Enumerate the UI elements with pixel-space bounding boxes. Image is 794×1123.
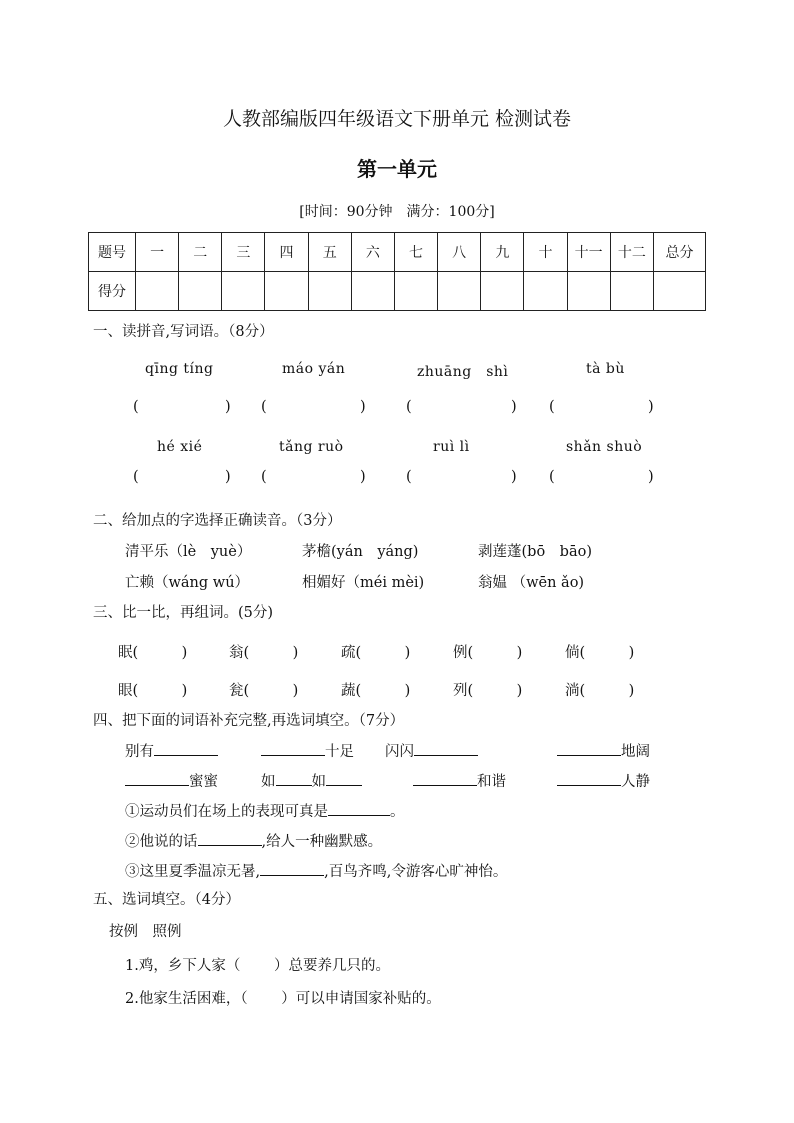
fill-blank[interactable] bbox=[328, 801, 390, 816]
answer-paren-open: ( bbox=[133, 469, 139, 485]
table-cell: 七 bbox=[394, 233, 437, 272]
answer-paren-close: ) bbox=[225, 469, 231, 485]
score-input-cell[interactable] bbox=[438, 272, 481, 311]
score-table-header-row bbox=[89, 233, 706, 272]
table-cell: 六 bbox=[351, 233, 394, 272]
section-3-heading: 三、比一比，再组词。(5分) bbox=[93, 605, 274, 621]
score-input-cell[interactable] bbox=[179, 272, 222, 311]
score-input-cell[interactable] bbox=[567, 272, 610, 311]
idiom-fill: 十足 bbox=[261, 740, 354, 761]
score-input-cell[interactable] bbox=[265, 272, 308, 311]
fill-sentence: 2.他家生活困难，（ ）可以申请国家补贴的。 bbox=[125, 991, 441, 1007]
idiom-fill: 地阔 bbox=[557, 740, 650, 761]
table-cell: 五 bbox=[308, 233, 351, 272]
exam-title: 人教部编版四年级语文下册单元 检测试卷 bbox=[222, 108, 572, 130]
reading-choice: 翁媪 （wēn ǎo) bbox=[478, 575, 585, 591]
fill-blank[interactable] bbox=[125, 771, 189, 786]
unit-title: 第一单元 bbox=[357, 157, 437, 181]
word-compare-item: 例( ) bbox=[453, 645, 523, 661]
answer-paren-open: ( bbox=[549, 399, 555, 415]
score-input-cell[interactable] bbox=[610, 272, 653, 311]
table-cell: 十 bbox=[524, 233, 567, 272]
score-input-cell[interactable] bbox=[524, 272, 567, 311]
score-input-cell[interactable] bbox=[351, 272, 394, 311]
score-table bbox=[88, 232, 706, 311]
answer-paren-close: ) bbox=[360, 469, 366, 485]
table-cell: 得分 bbox=[89, 272, 136, 311]
table-cell: 题号 bbox=[89, 233, 136, 272]
pinyin: qīng tíng bbox=[145, 361, 214, 377]
idiom-fill: 和谐 bbox=[413, 770, 506, 791]
idiom-fill: 人静 bbox=[557, 770, 650, 791]
fill-blank[interactable] bbox=[414, 741, 478, 756]
fill-sentence: ①运动员们在场上的表现可真是 。 bbox=[125, 800, 405, 821]
pinyin: zhuāng shì bbox=[417, 364, 509, 380]
pinyin: shǎn shuò bbox=[566, 439, 643, 455]
answer-paren-close: ) bbox=[511, 469, 517, 485]
reading-choice: 相媚好（méi mèi) bbox=[302, 575, 425, 591]
pinyin: tà bù bbox=[586, 361, 625, 377]
fill-sentence: ③这里夏季温凉无暑, ,百鸟齐鸣,令游客心旷神怡。 bbox=[125, 860, 507, 881]
section-5-heading: 五、选词填空。（4分） bbox=[93, 892, 240, 908]
table-cell: 二 bbox=[179, 233, 222, 272]
idiom-fill: 蜜蜜 bbox=[125, 770, 218, 791]
table-cell: 十一 bbox=[567, 233, 610, 272]
score-input-cell[interactable] bbox=[222, 272, 265, 311]
reading-choice: 茅檐(yán yáng) bbox=[302, 544, 419, 560]
word-compare-item: 倘( ) bbox=[565, 645, 635, 661]
table-cell: 九 bbox=[481, 233, 524, 272]
answer-paren-open: ( bbox=[261, 469, 267, 485]
table-cell: 总分 bbox=[654, 233, 706, 272]
fill-blank[interactable] bbox=[326, 771, 362, 786]
fill-blank[interactable] bbox=[198, 831, 262, 846]
score-input-cell[interactable] bbox=[136, 272, 179, 311]
word-compare-item: 蔬( ) bbox=[341, 683, 411, 699]
answer-paren-close: ) bbox=[648, 469, 654, 485]
section-4-heading: 四、把下面的词语补充完整,再选词填空。（7分） bbox=[93, 713, 405, 729]
fill-sentence: ②他说的话 ,给人一种幽默感。 bbox=[125, 830, 382, 851]
word-compare-item: 淌( ) bbox=[565, 683, 635, 699]
idiom-fill: 闪闪 bbox=[385, 740, 478, 761]
answer-paren-close: ) bbox=[360, 399, 366, 415]
word-compare-item: 瓮( ) bbox=[229, 683, 299, 699]
word-options: 按例 照例 bbox=[109, 924, 182, 940]
score-input-cell[interactable] bbox=[394, 272, 437, 311]
answer-paren-open: ( bbox=[549, 469, 555, 485]
idiom-fill: 别有 bbox=[125, 740, 218, 761]
pinyin: máo yán bbox=[282, 361, 346, 377]
reading-choice: 亡赖（wáng wú） bbox=[125, 575, 250, 591]
word-compare-item: 翁( ) bbox=[229, 645, 299, 661]
answer-paren-close: ) bbox=[225, 399, 231, 415]
answer-paren-open: ( bbox=[406, 469, 412, 485]
fill-sentence: 1.鸡，乡下人家（ ）总要养几只的。 bbox=[125, 958, 390, 974]
section-2-heading: 二、给加点的字选择正确读音。（3分） bbox=[93, 513, 342, 529]
time-score-info: [时间：90分钟 满分：100分] bbox=[299, 204, 495, 220]
reading-choice: 剥莲蓬(bō bāo) bbox=[478, 544, 592, 560]
table-cell: 八 bbox=[438, 233, 481, 272]
idiom-fill: 如 如 bbox=[261, 770, 362, 791]
fill-blank[interactable] bbox=[413, 771, 477, 786]
table-cell: 十二 bbox=[610, 233, 653, 272]
pinyin: tǎng ruò bbox=[279, 439, 344, 455]
reading-choice: 清平乐（lè yuè） bbox=[125, 544, 252, 560]
pinyin: hé xié bbox=[157, 439, 203, 455]
word-compare-item: 眠( ) bbox=[118, 645, 188, 661]
word-compare-item: 眼( ) bbox=[118, 683, 188, 699]
answer-paren-close: ) bbox=[511, 399, 517, 415]
word-compare-item: 疏( ) bbox=[341, 645, 411, 661]
section-1-heading: 一、读拼音,写词语。（8分） bbox=[93, 324, 274, 340]
score-input-cell[interactable] bbox=[654, 272, 706, 311]
score-input-cell[interactable] bbox=[481, 272, 524, 311]
answer-paren-open: ( bbox=[261, 399, 267, 415]
answer-paren-close: ) bbox=[648, 399, 654, 415]
table-cell: 三 bbox=[222, 233, 265, 272]
fill-blank[interactable] bbox=[260, 861, 324, 876]
pinyin: ruì lì bbox=[433, 439, 470, 455]
table-cell: 四 bbox=[265, 233, 308, 272]
word-compare-item: 列( ) bbox=[453, 683, 523, 699]
score-table-score-row bbox=[89, 272, 706, 311]
answer-paren-open: ( bbox=[133, 399, 139, 415]
table-cell: 一 bbox=[136, 233, 179, 272]
fill-blank[interactable] bbox=[557, 741, 621, 756]
answer-paren-open: ( bbox=[406, 399, 412, 415]
fill-blank[interactable] bbox=[154, 741, 218, 756]
fill-blank[interactable] bbox=[261, 741, 325, 756]
score-input-cell[interactable] bbox=[308, 272, 351, 311]
fill-blank[interactable] bbox=[276, 771, 312, 786]
fill-blank[interactable] bbox=[557, 771, 621, 786]
